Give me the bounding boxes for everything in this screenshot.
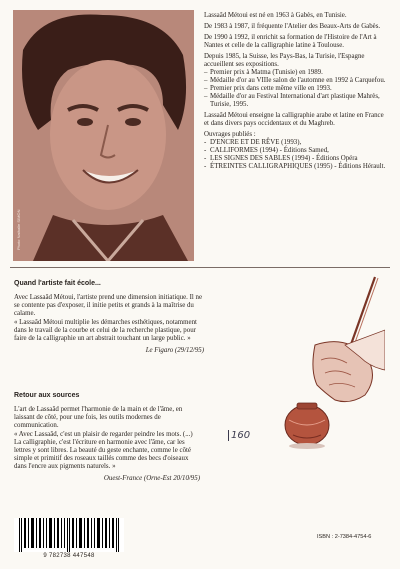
- handwritten-note: 160: [228, 430, 250, 441]
- section-paragraph: L'art de Lassaâd permet l'harmonie de la main et de l'âme, en laissant de côté, pour une fois, les outils modernes de communication.: [14, 406, 183, 429]
- isbn: ISBN : 2-7384-4754-6: [317, 534, 372, 540]
- bio-paragraph: Lassaâd Métoui est né en 1963 à Gabès, en Tunisie.: [204, 12, 347, 19]
- section-heading: Retour aux sources: [14, 392, 80, 399]
- hand-pen-inkpot-drawing: [255, 275, 385, 465]
- prizes-list: [204, 69, 390, 109]
- calligraphy-pen-illustration: [255, 275, 385, 465]
- publication-item: - LES SIGNES DES SABLES (1994) - Éditions Opéra: [204, 155, 390, 163]
- section-artist-school: [14, 280, 204, 356]
- artist-photo: [13, 10, 194, 261]
- portrait-image: [13, 10, 194, 261]
- section-heading: Quand l'artiste fait école...: [14, 280, 101, 287]
- photo-credit: Photo Nathalie SIMON: [16, 209, 21, 250]
- prize-item: – Premier prix à Matma (Tunisie) en 1989.: [204, 69, 390, 77]
- publication-item: - CALLIFORMES (1994) - Éditions Samed,: [204, 147, 390, 155]
- publications-list: [204, 139, 390, 171]
- barcode: [14, 518, 124, 562]
- publication-item: - D'ENCRE ET DE RÊVE (1993),: [204, 139, 390, 147]
- bio-paragraph: Lassaâd Métoui enseigne la calligraphie arabe et latine en France et dans divers pays occidentaux et du Maghreb.: [204, 112, 384, 127]
- barcode-number: 9 782738 447548: [43, 553, 95, 559]
- prize-item: – Médaille d'or au VIIIe salon de l'automne en 1992 à Carquefou.: [204, 77, 390, 85]
- review-quote: « Avec Lassaâd, c'est un plaisir de regarder peindre les mots. (...) La calligraphie, c'est l'écriture en harmonie avec l'âme, car les lettres y sont libres. La beauté du geste enchante, comme le côté simple et primitif des roseaux taillés comme des becs d'oiseaux dans l'encre aux pigments naturels. »: [14, 431, 193, 470]
- bio-paragraph: De 1983 à 1987, il fréquente l'Atelier des Beaux-Arts de Gabès.: [204, 23, 381, 30]
- prize-item: – Premier prix dans cette même ville en 1993.: [204, 85, 390, 93]
- bio-paragraph: Depuis 1985, la Suisse, les Pays-Bas, la Turisie, l'Espagne accueillent ses expositions.: [204, 53, 365, 68]
- prize-item: – Médaille d'or au Festival International d'art plastique Mahrès, Turisie, 1995.: [204, 93, 390, 109]
- publication-item: - ÉTREINTES CALLIGRAPHIQUES (1995) - Éditions Hérault.: [204, 163, 390, 171]
- barcode-bars: [14, 518, 124, 552]
- section-paragraph: Avec Lassaâd Métoui, l'artiste prend une dimension initiatique. Il ne se contente pas d'exposer, il initie petits et grands à la maîtrise du calame.: [14, 294, 203, 317]
- divider: [10, 267, 390, 268]
- biography: [204, 12, 390, 174]
- review-source: Le Figaro (29/12/95): [145, 347, 204, 354]
- barcode-graphic: [17, 518, 121, 552]
- publications-title: Ouvrages publiés :: [204, 131, 256, 138]
- review-quote: « Lassaâd Métoui multiplie les démarches esthétiques, notamment dans le travail de la courbe et celui de la recherche plastique, pour faire de la calligraphie un art abstrait touchant un large public. »: [14, 319, 197, 342]
- bio-paragraph: De 1990 à 1992, il enrichit sa formation de l'Histoire de l'Art à Nantes et celle de la calligraphie latine à Toulouse.: [204, 34, 377, 49]
- review-source: Ouest-France (Orne-Est 20/10/95): [103, 475, 200, 482]
- section-return-to-sources: [14, 392, 200, 484]
